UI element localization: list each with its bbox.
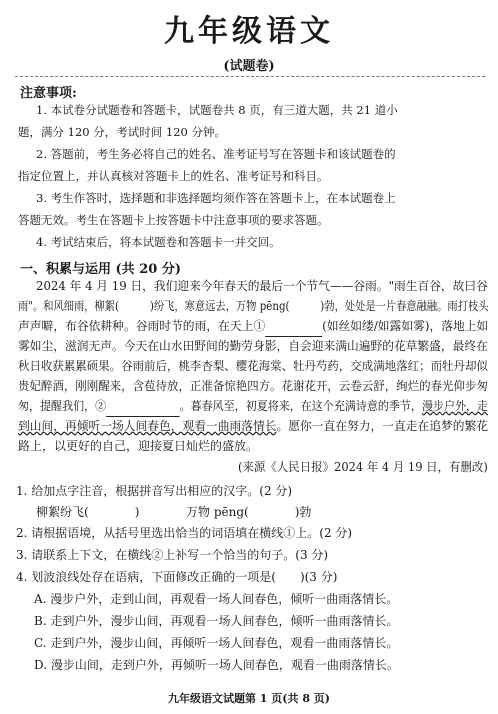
passage-text: (如丝如缕/如露如雾)，落地上如 bbox=[322, 319, 489, 333]
passage-line bbox=[18, 316, 488, 337]
notice-heading: 注意事项: bbox=[20, 86, 77, 101]
passage-line: 贵妃醉酒，刚刚醒来，含苞待放，正准备惊艳四方。花谢花开，云卷云舒，绚烂的春光仰步匆 bbox=[18, 379, 488, 393]
question-4-stem: 4. 划波浪线处存在语病，下面修改正确的一项是( )(3 分) bbox=[16, 570, 338, 584]
fill-blank-2 bbox=[106, 396, 179, 417]
notice-line: 3. 考生作答时，选择题和非选择题均须作答在答题卡上，在本试题卷上 bbox=[36, 191, 396, 205]
q1-paren: )勃 bbox=[294, 505, 312, 519]
passage-text: )纷飞，寒意远去，万物 pēng( bbox=[149, 299, 290, 313]
question-4-option-c: C. 走到户外，漫步山间，再倾听一场人间春色，观看一曲雨落情长。 bbox=[34, 636, 399, 650]
header-divider bbox=[15, 76, 485, 77]
passage-line bbox=[18, 396, 488, 417]
section-heading: 一、积累与运用 (共 20 分) bbox=[20, 262, 181, 277]
passage-text: 雨"。和风细雨，柳絮( bbox=[18, 299, 120, 313]
question-1-item bbox=[186, 502, 311, 522]
passage-line: 路上，以更好的自己，迎接夏日灿烂的盛放。 bbox=[18, 439, 259, 453]
question-4-option-a: A. 漫步户外，走到山间，再观看一场人间春色，倾听一曲雨落情长。 bbox=[34, 592, 399, 606]
blank-marker: ① bbox=[253, 319, 266, 333]
q1-paren: ) bbox=[134, 505, 140, 519]
passage-line: 雾如尘，滋润无声。今天在山水田野间的勤劳身影，自会迎来满山遍野的花草繁盛，最终在 bbox=[18, 339, 488, 353]
question-3-stem: 3. 请联系上下文，在横线②上补写一个恰当的句子。(3 分) bbox=[16, 548, 329, 562]
passage-line: 秋日收获累累硕果。谷雨前后，桃李杏梨、樱花海棠、牡丹芍药，交成满地落红；而牡丹却似 bbox=[18, 359, 488, 373]
notice-line: 指定位置上，并认真核对答题卡上的姓名、准考证号和科目。 bbox=[18, 169, 329, 183]
notice-line: 1. 本试卷分试题卷和答题卡，试题卷共 8 页，有三道大题，共 21 道小 bbox=[36, 103, 398, 117]
notice-line: 4. 考试结束后，将本试题卷和答题卡一并交回。 bbox=[36, 235, 281, 249]
passage-text: 匆，提醒我们， bbox=[18, 399, 96, 413]
wavy-underline-text: 到山间，再倾听一场人间春色，观看一曲雨落情长 bbox=[18, 419, 277, 433]
passage-text: 声声噼，布谷依耕种。谷雨时节的雨，在天上 bbox=[18, 319, 254, 333]
passage-text: )勃，处处是一片春意融融。雨打枝头 bbox=[320, 299, 489, 313]
question-4-option-d: D. 漫步山间，走到户外，再倾听一场人间春色，观看一曲雨落情长。 bbox=[34, 658, 399, 672]
notice-line: 2. 答题前，考生务必将自己的姓名、准考证号写在答题卡和该试题卷的 bbox=[36, 147, 396, 161]
passage-text: 。愿你一直在努力，一直走在追梦的繁花 bbox=[276, 419, 488, 433]
blank-marker: ② bbox=[95, 399, 107, 413]
question-4-option-b: B. 走到户外，漫步山间，再观看一场人间春色，倾听一曲雨落情长。 bbox=[34, 614, 399, 628]
q1-word: 万物 pēng( bbox=[186, 505, 249, 519]
fill-blank-1 bbox=[265, 316, 322, 337]
question-1-stem: 1. 给加点字注音，根据拼音写出相应的汉字。(2 分) bbox=[16, 484, 293, 498]
exam-subtitle: (试题卷) bbox=[223, 59, 275, 74]
notice-line: 答题无效。考生在答题卡上按答题卡中注意事项的要求答题。 bbox=[18, 213, 329, 227]
wavy-underline-text: 漫步户外，走 bbox=[421, 399, 489, 413]
passage-line bbox=[18, 296, 488, 316]
q1-word: 柳絮纷飞( bbox=[36, 505, 89, 519]
page-footer: 九年级语文试题第 1 页(共 8 页) bbox=[167, 692, 331, 705]
passage-source: (来源《人民日报》2024 年 4 月 19 日，有删改) bbox=[238, 460, 488, 474]
exam-title: 九年级语文 bbox=[164, 14, 334, 49]
question-2-stem: 2. 请根据语境，从括号里选出恰当的词语填在横线①上。(2 分) bbox=[16, 526, 353, 540]
passage-line: 2024 年 4 月 19 日，我们迎来今年春天的最后一个节气——谷雨。"雨生百谷，故曰谷 bbox=[36, 279, 488, 293]
notice-line: 题，满分 120 分，考试时间 120 分钟。 bbox=[18, 125, 227, 139]
passage-text: 。暮春风至，初夏将来，在这个充满诗意的季节， bbox=[179, 399, 422, 413]
question-1-item bbox=[36, 502, 139, 522]
passage-line bbox=[18, 416, 488, 436]
